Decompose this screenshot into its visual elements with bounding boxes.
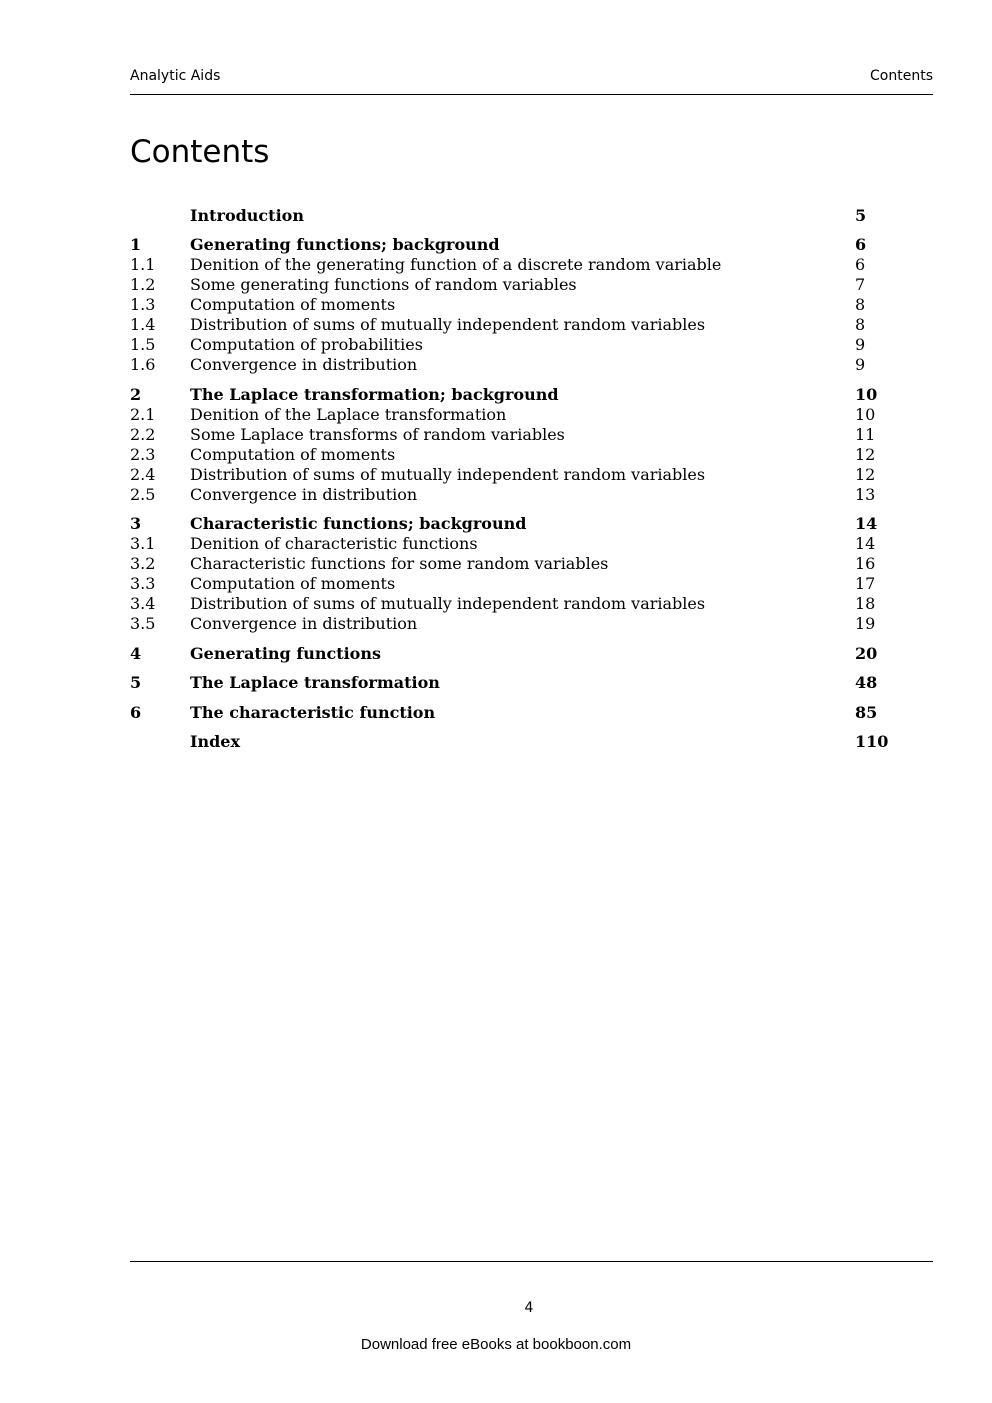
toc-entry-page: 18 — [855, 594, 876, 613]
toc-entry[interactable] — [130, 425, 930, 445]
toc-entry[interactable] — [130, 315, 930, 335]
toc-entry-page: 13 — [855, 485, 876, 504]
toc-entry-number: 3 — [130, 514, 142, 533]
toc-entry-title: Distribution of sums of mutually independent random variables — [190, 315, 706, 334]
toc-entry-title: Characteristic functions for some random variables — [190, 554, 609, 573]
toc-entry-title: Computation of probabilities — [190, 335, 423, 354]
toc-entry-number: 1.2 — [130, 275, 156, 294]
toc-entry[interactable] — [130, 594, 930, 614]
toc-entry-number: 2.2 — [130, 425, 156, 444]
toc-entry-number: 1.1 — [130, 255, 156, 274]
toc-entry-number: 2.4 — [130, 465, 156, 484]
toc-entry-page: 10 — [855, 405, 876, 424]
toc-entry-title: Convergence in distribution — [190, 485, 418, 504]
toc-entry[interactable] — [130, 355, 930, 375]
toc-entry-page: 85 — [855, 703, 878, 722]
toc-entry-number: 2.1 — [130, 405, 156, 424]
toc-entry-page: 8 — [855, 315, 866, 334]
toc-entry-page: 8 — [855, 295, 866, 314]
toc-entry-title: Denition of the generating function of a discrete random variable — [190, 255, 722, 274]
toc-entry-title: Computation of moments — [190, 574, 396, 593]
toc-entry[interactable] — [130, 206, 930, 226]
toc-entry-number: 3.2 — [130, 554, 156, 573]
footer-download-note: Download free eBooks at bookboon.com — [360, 1336, 632, 1353]
table-of-contents — [130, 0, 930, 800]
toc-entry[interactable] — [130, 514, 930, 534]
toc-entry[interactable] — [130, 703, 930, 723]
toc-entry-page: 5 — [855, 206, 867, 225]
toc-entry-title: Convergence in distribution — [190, 614, 418, 633]
toc-entry[interactable] — [130, 554, 930, 574]
toc-entry-number: 1.3 — [130, 295, 156, 314]
footer-divider — [130, 1261, 933, 1262]
toc-entry[interactable] — [130, 385, 930, 405]
toc-entry[interactable] — [130, 534, 930, 554]
toc-entry-page: 9 — [855, 335, 866, 354]
toc-entry-page: 110 — [855, 732, 889, 751]
toc-entry[interactable] — [130, 465, 930, 485]
toc-entry[interactable] — [130, 485, 930, 505]
toc-entry[interactable] — [130, 644, 930, 664]
toc-entry-title: Denition of characteristic functions — [190, 534, 478, 553]
toc-entry-title: The Laplace transformation — [190, 673, 440, 692]
toc-entry-page: 12 — [855, 465, 876, 484]
toc-entry-title: Convergence in distribution — [190, 355, 418, 374]
toc-entry-page: 17 — [855, 574, 876, 593]
toc-entry-page: 11 — [855, 425, 876, 444]
toc-entry[interactable] — [130, 295, 930, 315]
toc-entry[interactable] — [130, 445, 930, 465]
toc-entry-title: Generating functions — [190, 644, 381, 663]
toc-entry[interactable] — [130, 275, 930, 295]
toc-entry-number: 3.5 — [130, 614, 156, 633]
toc-entry-title: Introduction — [190, 206, 304, 225]
toc-entry-title: Computation of moments — [190, 445, 396, 464]
toc-entry-page: 6 — [855, 255, 866, 274]
toc-entry-page: 6 — [855, 235, 867, 254]
toc-entry[interactable] — [130, 335, 930, 355]
toc-entry-number: 1 — [130, 235, 142, 254]
toc-entry-number: 2.3 — [130, 445, 156, 464]
toc-entry[interactable] — [130, 732, 930, 752]
page-number: 4 — [524, 1300, 534, 1316]
toc-entry-page: 7 — [855, 275, 866, 294]
header-book-title: Analytic Aids — [130, 68, 221, 84]
toc-entry[interactable] — [130, 235, 930, 255]
toc-entry-title: Computation of moments — [190, 295, 396, 314]
header-section-title: Contents — [870, 68, 933, 84]
toc-entry-number: 2.5 — [130, 485, 156, 504]
toc-entry-number: 6 — [130, 703, 142, 722]
toc-entry-title: The characteristic function — [190, 703, 436, 722]
toc-entry-page: 10 — [855, 385, 878, 404]
toc-entry-number: 3.3 — [130, 574, 156, 593]
toc-entry-page: 19 — [855, 614, 876, 633]
toc-entry-number: 1.6 — [130, 355, 156, 374]
toc-entry-title: Denition of the Laplace transformation — [190, 405, 507, 424]
toc-entry-title: Generating functions; background — [190, 235, 500, 254]
toc-entry-page: 9 — [855, 355, 866, 374]
toc-entry-title: Characteristic functions; background — [190, 514, 527, 533]
toc-entry-number: 1.5 — [130, 335, 156, 354]
toc-entry[interactable] — [130, 614, 930, 634]
toc-entry-page: 16 — [855, 554, 876, 573]
toc-entry-title: Distribution of sums of mutually independent random variables — [190, 465, 706, 484]
toc-entry-page: 12 — [855, 445, 876, 464]
toc-entry-title: Some Laplace transforms of random variables — [190, 425, 565, 444]
toc-entry[interactable] — [130, 255, 930, 275]
toc-entry-number: 5 — [130, 673, 142, 692]
toc-entry[interactable] — [130, 405, 930, 425]
toc-entry-title: Index — [190, 732, 241, 751]
toc-entry-page: 48 — [855, 673, 878, 692]
toc-entry-page: 14 — [855, 514, 878, 533]
toc-entry-number: 3.1 — [130, 534, 156, 553]
page-title: Contents — [130, 134, 270, 170]
toc-entry-number: 4 — [130, 644, 142, 663]
toc-entry-page: 14 — [855, 534, 876, 553]
toc-entry-title: Some generating functions of random variables — [190, 275, 577, 294]
toc-entry-page: 20 — [855, 644, 878, 663]
toc-entry-number: 3.4 — [130, 594, 156, 613]
toc-entry[interactable] — [130, 673, 930, 693]
toc-entry-number: 1.4 — [130, 315, 156, 334]
toc-entry[interactable] — [130, 574, 930, 594]
toc-entry-number: 2 — [130, 385, 142, 404]
toc-entry-title: The Laplace transformation; background — [190, 385, 559, 404]
toc-entry-title: Distribution of sums of mutually independent random variables — [190, 594, 706, 613]
